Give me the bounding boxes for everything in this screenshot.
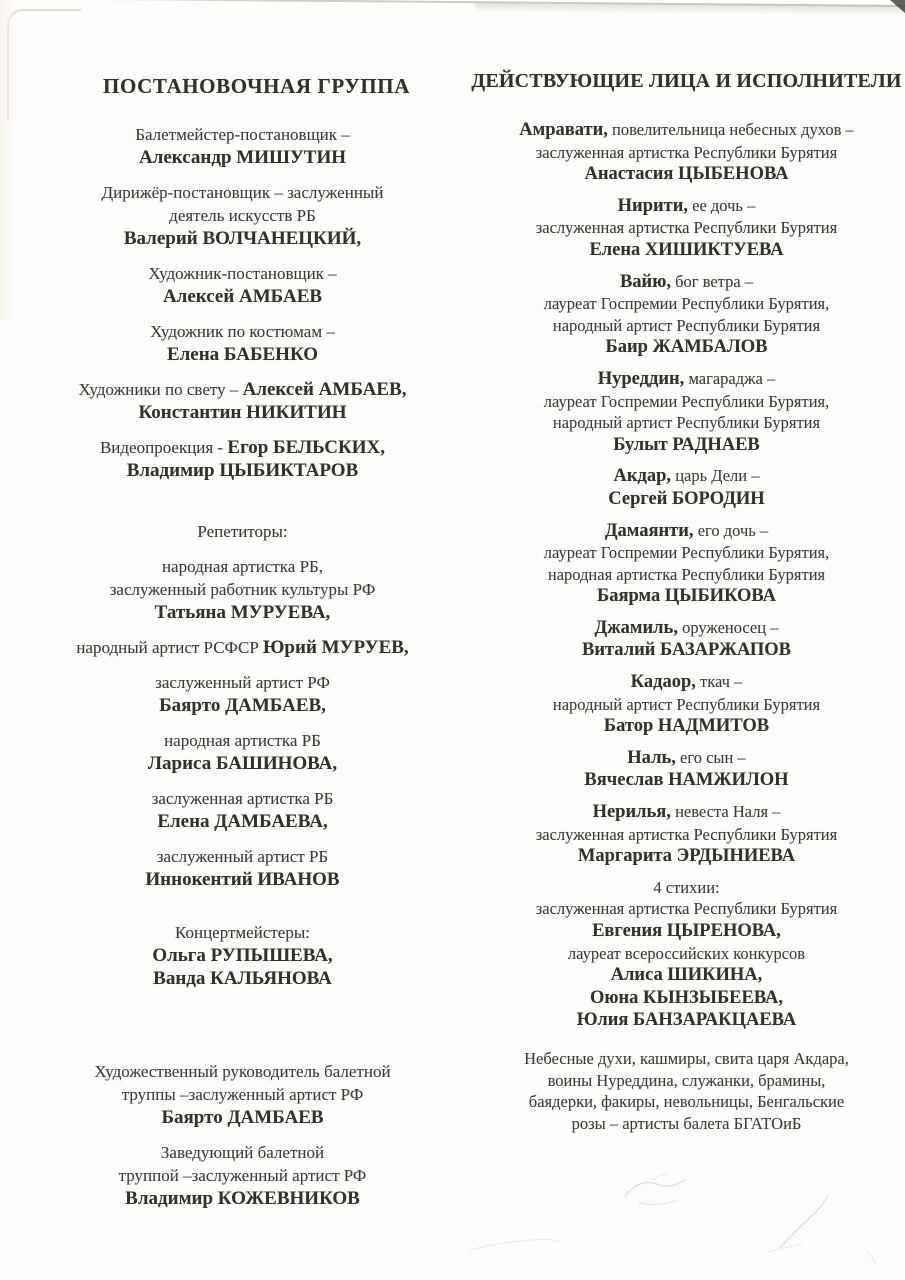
person-or-character-name: Оюна КЫНЗЫБЕЕВА,: [589, 987, 784, 1008]
credit-block: [25, 520, 460, 543]
credit-block: [25, 1141, 460, 1210]
text-line: [468, 520, 905, 543]
text-line: [468, 898, 905, 920]
text-line: [25, 729, 460, 752]
text-line: [25, 262, 460, 285]
person-or-character-name: Александр МИШУТИН: [138, 147, 347, 168]
text-line: [468, 293, 905, 315]
text-line: [25, 601, 460, 624]
credit-block: [25, 729, 460, 775]
credit-block: [468, 195, 905, 262]
text-line: [468, 964, 905, 987]
person-or-character-name: Виталий БАЗАРЖАПОВ: [581, 640, 792, 661]
person-or-character-name: Алиса ШИКИНА,: [610, 965, 763, 986]
credit-block: [25, 636, 460, 659]
role-text: заслуженная артистка Республики Бурятия: [535, 899, 838, 919]
cast-list-group: [468, 119, 905, 1134]
text-line: [468, 715, 905, 738]
text-line: [468, 195, 905, 218]
text-line: [468, 639, 905, 662]
role-text: труппой –заслуженный артист РФ: [118, 1166, 367, 1185]
person-or-character-name: Кадаор,: [630, 672, 696, 693]
role-text: заслуженная артистка Республики Бурятия: [535, 142, 838, 162]
text-line: [468, 801, 905, 824]
text-line: [468, 336, 905, 359]
text-line: [468, 585, 905, 608]
person-or-character-name: Амравати,: [519, 120, 608, 140]
role-text: заслуженный работник культуры РФ: [109, 580, 376, 599]
role-text: заслуженная артистка РБ: [151, 789, 334, 808]
role-text: заслуженный артист РФ: [155, 673, 330, 692]
text-line: [25, 694, 460, 717]
credit-block: [468, 877, 905, 1032]
credit-block: [25, 123, 460, 169]
person-or-character-name: Иннокентий ИВАНОВ: [145, 869, 340, 890]
text-line: [25, 921, 460, 944]
person-or-character-name: Лариса БАШИНОВА,: [147, 753, 338, 774]
person-or-character-name: Владимир ЦЫБИКТАРОВ: [126, 460, 359, 481]
role-text: лауреат всероссийских конкурсов: [567, 943, 806, 963]
role-text: Дирижёр-постановщик – заслуженный: [101, 183, 384, 202]
role-text: царь Дели –: [671, 466, 760, 486]
role-text: народный артист Республики Бурятия: [552, 413, 821, 433]
text-line: [25, 845, 460, 868]
person-or-character-name: Баир ЖАМБАЛОВ: [605, 337, 768, 358]
role-text: магараджа –: [684, 368, 776, 388]
role-text: повелительница небесных духов –: [607, 120, 854, 139]
credit-block: [468, 520, 905, 608]
role-text: заслуженная артистка Республики Бурятия: [535, 218, 838, 238]
role-text: Видеопроекция -: [99, 438, 228, 457]
text-line: [25, 320, 460, 343]
role-text: деятель искусств РБ: [169, 206, 316, 225]
credit-block: [468, 465, 905, 510]
person-or-character-name: Вайю,: [619, 271, 671, 292]
text-line: [25, 752, 460, 775]
credit-block: [25, 436, 460, 482]
role-text: народная артистка РБ: [164, 731, 321, 750]
person-or-character-name: Валерий ВОЛЧАНЕЦКИЙ,: [123, 228, 362, 249]
text-line: [468, 1113, 905, 1135]
person-or-character-name: Евгения ЦЫРЕНОВА,: [592, 921, 781, 941]
role-text: невеста Наля –: [670, 802, 781, 822]
text-line: [468, 217, 905, 239]
person-or-character-name: Нерилья,: [592, 802, 671, 823]
cast-column: [468, 70, 905, 1134]
text-line: [468, 1048, 905, 1070]
text-line: [468, 142, 905, 164]
text-line: [468, 239, 905, 262]
credit-block: [468, 271, 905, 359]
credit-block: [468, 119, 905, 186]
person-or-character-name: Батор НАДМИТОВ: [603, 716, 770, 737]
credit-block: [25, 671, 460, 717]
credit-block: [468, 617, 905, 662]
person-or-character-name: Нирити,: [617, 195, 689, 216]
scan-left-edge-tint: [0, 0, 14, 320]
person-or-character-name: Баярто ДАМБАЕВ: [161, 1107, 324, 1128]
text-line: [25, 1187, 460, 1210]
text-line: [468, 542, 905, 564]
role-text: лауреат Госпремии Республики Бурятия,: [543, 543, 830, 563]
credit-block: [25, 1060, 460, 1129]
text-line: [25, 378, 460, 401]
role-text: заслуженная артистка Республики Бурятия: [535, 824, 838, 844]
repetiteurs-group: [25, 520, 460, 891]
person-or-character-name: Елена ХИШИКТУЕВА: [589, 239, 784, 260]
role-text: заслуженный артист РБ: [156, 847, 329, 866]
role-text: 4 стихии:: [653, 877, 720, 897]
credit-block: [25, 555, 460, 624]
text-line: [25, 146, 460, 169]
text-line: [25, 181, 460, 204]
role-text: его дочь –: [693, 520, 769, 540]
role-text: труппы –заслуженный артист РФ: [121, 1085, 364, 1104]
production-team-header: ПОСТАНОВОЧНАЯ ГРУППА: [103, 74, 410, 98]
cast-header: ДЕЙСТВУЮЩИЕ ЛИЦА И ИСПОЛНИТЕЛИ: [471, 70, 902, 92]
text-line: [25, 671, 460, 694]
role-text: народная артистка Республики Бурятия: [547, 564, 826, 584]
person-or-character-name: Нуреддин,: [597, 368, 685, 389]
text-line: [25, 787, 460, 810]
text-line: [468, 877, 905, 899]
text-line: [25, 1164, 460, 1187]
credit-block: [25, 262, 460, 308]
credit-block: [25, 378, 460, 424]
text-line: [25, 967, 460, 990]
text-line: [25, 285, 460, 308]
text-line: [25, 1083, 460, 1106]
credit-block: [25, 320, 460, 366]
text-line: [25, 636, 460, 659]
role-text: народный артист Республики Бурятия: [552, 694, 821, 714]
role-text: Художественный руководитель балетной: [94, 1062, 391, 1081]
role-text: лауреат Госпремии Республики Бурятия,: [543, 391, 830, 411]
person-or-character-name: Баярто ДАМБАЕВ,: [159, 695, 326, 716]
credit-block: [25, 845, 460, 891]
cast-entries: [468, 119, 905, 1134]
person-or-character-name: Алексей АМБАЕВ: [162, 286, 323, 307]
credit-block: [468, 1048, 905, 1134]
text-line: [468, 1070, 905, 1092]
role-text: народная артистка РБ,: [161, 557, 324, 576]
text-line: [25, 810, 460, 833]
text-line: [468, 163, 905, 186]
text-line: [468, 119, 905, 142]
text-line: [25, 555, 460, 578]
text-line: [25, 459, 460, 482]
person-or-character-name: Владимир КОЖЕВНИКОВ: [125, 1188, 360, 1209]
text-line: [468, 943, 905, 965]
role-text: Репетиторы:: [197, 522, 288, 541]
role-text: Художник по костюмам –: [150, 322, 335, 341]
credit-block: [468, 801, 905, 868]
text-line: [25, 578, 460, 601]
person-or-character-name: Юлия БАНЗАРАКЦАЕВА: [576, 1010, 797, 1031]
role-text: бог ветра –: [670, 271, 754, 291]
person-or-character-name: Вячеслав НАМЖИЛОН: [584, 770, 789, 791]
text-line: [468, 465, 905, 488]
production-team-column: [25, 74, 460, 1210]
person-or-character-name: Константин НИКИТИН: [138, 402, 347, 423]
role-text: Художник-постановщик –: [148, 264, 337, 283]
concertmasters-group: [25, 921, 460, 990]
text-line: [25, 123, 460, 146]
scan-corner-mark: [890, 0, 905, 13]
text-line: [468, 434, 905, 457]
text-line: [25, 204, 460, 227]
text-line: [25, 436, 460, 459]
text-line: [25, 1060, 460, 1083]
text-line: [468, 747, 905, 770]
role-text: розы – артисты балета БГАТОиБ: [571, 1113, 802, 1133]
text-line: [468, 412, 905, 434]
person-or-character-name: Ванда КАЛЬЯНОВА: [153, 968, 332, 989]
credit-block: [468, 671, 905, 738]
person-or-character-name: Сергей БОРОДИН: [608, 488, 765, 509]
text-line: [468, 987, 905, 1010]
text-line: [25, 1141, 460, 1164]
text-line: [25, 401, 460, 424]
text-line: [25, 227, 460, 250]
person-or-character-name: Татьяна МУРУЕВА,: [154, 602, 331, 623]
role-text: Художники по свету –: [78, 380, 243, 399]
text-line: [25, 343, 460, 366]
text-line: [468, 671, 905, 694]
text-line: [468, 1009, 905, 1032]
role-text: лауреат Госпремии Республики Бурятия,: [543, 294, 830, 314]
text-line: [468, 920, 905, 943]
role-text: Концертмейстеры:: [174, 923, 310, 942]
credit-block: [25, 787, 460, 833]
role-text: народный артист Республики Бурятия: [552, 315, 821, 335]
text-line: [468, 391, 905, 413]
text-line: [468, 694, 905, 716]
role-text: народный артист РСФСР: [76, 638, 264, 657]
role-text: Балетмейстер-постановщик –: [135, 125, 350, 144]
text-line: [25, 520, 460, 543]
role-text: оруженосец –: [677, 617, 779, 637]
role-text: баядерки, факиры, невольницы, Бенгальские: [528, 1092, 845, 1112]
production-team-entries: [25, 123, 460, 1210]
text-line: [468, 845, 905, 868]
text-line: [468, 617, 905, 640]
text-line: [468, 564, 905, 586]
text-line: [468, 271, 905, 294]
person-or-character-name: Акдар,: [613, 466, 672, 487]
credit-block: [25, 921, 460, 990]
text-line: [25, 944, 460, 967]
role-text: Заведующий балетной: [160, 1143, 325, 1162]
person-or-character-name: Булыт РАДНАЕВ: [613, 434, 760, 455]
person-or-character-name: Ольга РУПЫШЕВА,: [152, 945, 333, 966]
text-line: [468, 769, 905, 792]
role-text: Небесные духи, кашмиры, свита царя Акдара,: [524, 1048, 849, 1068]
person-or-character-name: Юрий МУРУЕВ,: [263, 637, 409, 658]
person-or-character-name: Алексей АМБАЕВ,: [242, 379, 407, 400]
text-line: [25, 1106, 460, 1129]
person-or-character-name: Джамиль,: [594, 617, 678, 638]
credit-block: [468, 368, 905, 456]
person-or-character-name: Маргарита ЭРДЫНИЕВА: [577, 846, 796, 867]
person-or-character-name: Баярма ЦЫБИКОВА: [597, 586, 776, 607]
text-line: [468, 824, 905, 846]
role-text: ее дочь –: [688, 195, 756, 215]
production-credits-group: [25, 123, 460, 482]
text-line: [25, 868, 460, 891]
person-or-character-name: Егор БЕЛЬСКИХ,: [227, 437, 386, 458]
role-text: воины Нуреддина, служанки, брамины,: [547, 1070, 826, 1090]
person-or-character-name: Дамаянти,: [604, 520, 694, 541]
person-or-character-name: Анастасия ЦЫБЕНОВА: [584, 164, 789, 185]
credit-block: [25, 181, 460, 250]
role-text: ткач –: [695, 672, 743, 692]
person-or-character-name: Наль,: [627, 747, 676, 768]
text-line: [468, 368, 905, 391]
company-leaders-group: [25, 1060, 460, 1210]
credit-block: [468, 747, 905, 792]
text-line: [468, 488, 905, 511]
person-or-character-name: Елена ДАМБАЕВА,: [157, 811, 328, 832]
text-line: [468, 315, 905, 337]
text-line: [468, 1091, 905, 1113]
person-or-character-name: Елена БАБЕНКО: [166, 344, 319, 365]
role-text: его сын –: [675, 747, 746, 767]
